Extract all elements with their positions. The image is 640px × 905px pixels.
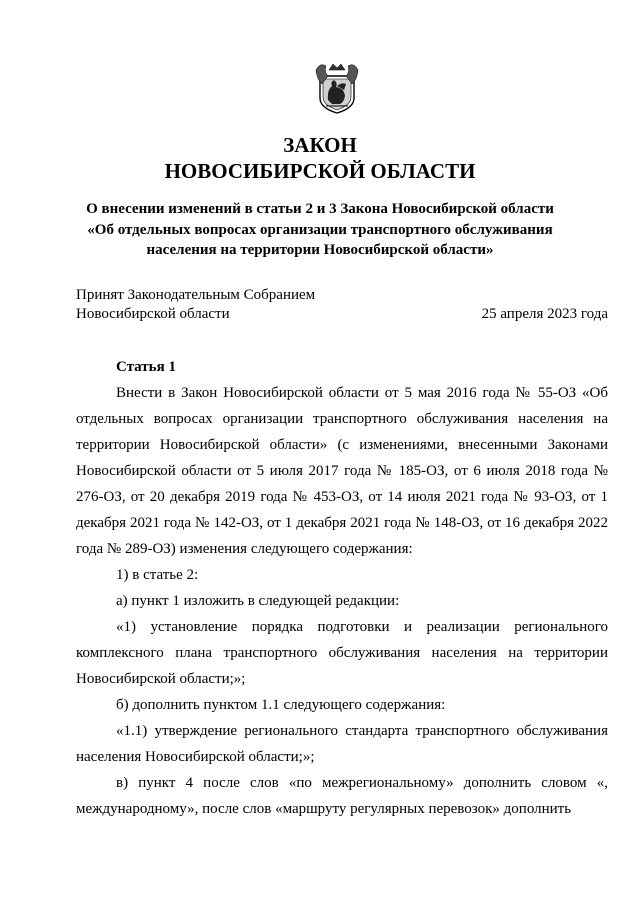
- adoption-block: [76, 286, 608, 324]
- law-title-line2: НОВОСИБИРСКОЙ ОБЛАСТИ: [164, 159, 476, 183]
- adoption-date: 25 апреля 2023 года: [481, 306, 608, 322]
- adopted-by-line2: Новосибирской области: [76, 306, 230, 322]
- article-paragraph: Внести в Закон Новосибирской области от 5 мая 2016 года № 55-ОЗ «Об отдельных вопросах организации транспортного обслуживания населения на территории Новосибирской области» (с изменениями, внесенными Законами Новосибирской области от 5 июля 2017 года № 185-ОЗ, от 6 июля 2018 года № 276-ОЗ, от 20 декабря 2019 года № 453-ОЗ, от 14 июля 2021 года № 93-ОЗ, от 1 декабря 2021 года № 142-ОЗ, от 1 декабря 2021 года № 148-ОЗ, от 16 декабря 2022 года № 289-ОЗ) изменения следующего содержания:: [76, 385, 608, 557]
- subtitle-line2: «Об отдельных вопросах организации транспортного обслуживания: [87, 221, 553, 238]
- article-paragraph: «1) установление порядка подготовки и реализации регионального комплексного плана транспортного обслуживания населения на территории Новосибирской области;»;: [76, 619, 608, 687]
- article-paragraph: а) пункт 1 изложить в следующей редакции:: [116, 593, 400, 609]
- article-paragraph: 1) в статье 2:: [116, 567, 199, 583]
- article-paragraph: «1.1) утверждение регионального стандарта транспортного обслуживания населения Новосибирской области;»;: [76, 723, 608, 765]
- law-subtitle: [60, 199, 580, 261]
- article-heading: Статья 1: [116, 359, 176, 375]
- article-body: [76, 354, 608, 822]
- subtitle-line3: населения на территории Новосибирской области»: [146, 242, 494, 258]
- law-title-line1: ЗАКОН: [283, 133, 357, 157]
- law-title: [0, 132, 640, 184]
- article-paragraph: в) пункт 4 после слов «по межрегиональному» дополнить словом «, международному», после слов «маршруту регулярных перевозок» дополнить: [76, 775, 608, 817]
- article-paragraph: б) дополнить пунктом 1.1 следующего содержания:: [116, 697, 446, 713]
- adopted-by-line1: Принят Законодательным Собранием: [76, 287, 316, 303]
- subtitle-line1: О внесении изменений в статьи 2 и 3 Закона Новосибирской области: [86, 201, 554, 217]
- coat-of-arms-icon: [314, 60, 360, 114]
